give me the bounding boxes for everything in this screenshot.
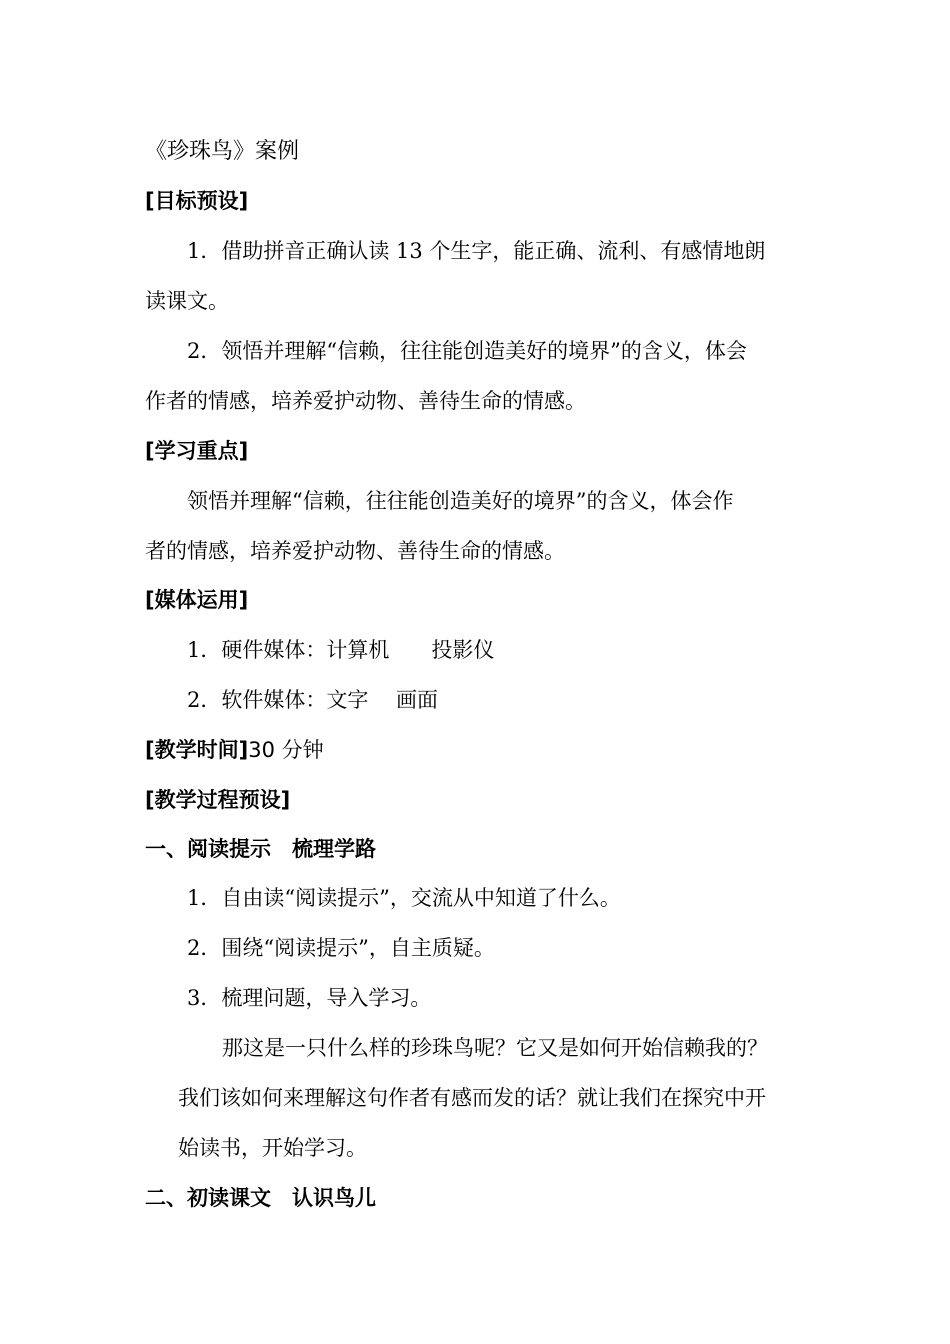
goals-item1-line1: 1．借助拼音正确认读 13 个生字，能正确、流利、有感情地朗 [187,239,766,263]
media-heading: [媒体运用] [145,588,249,612]
part1-heading: 一、阅读提示 梳理学路 [145,837,376,861]
media-item1: 1．硬件媒体：计算机 投影仪 [187,638,495,662]
document-title: 《珍珠鸟》案例 [145,139,300,164]
process-heading: [教学过程预设] [145,788,291,812]
part1-paragraph-line1: 那这是一只什么样的珍珠鸟呢？它又是如何开始信赖我的？ [222,1036,768,1060]
time-heading: [教学时间] [145,738,249,762]
time-line [145,736,324,764]
part1-paragraph-line3: 始读书，开始学习。 [178,1136,367,1160]
part2-heading: 二、初读课文 认识鸟儿 [145,1186,376,1210]
focus-heading: [学习重点] [145,439,249,463]
focus-line2: 者的情感，培养爱护动物、善待生命的情感。 [145,539,565,563]
part1-step1: 1．自由读“阅读提示”，交流从中知道了什么。 [187,886,621,910]
goals-item2-line1: 2．领悟并理解“信赖，往往能创造美好的境界”的含义，体会 [187,339,747,363]
goals-heading: [目标预设] [145,189,249,213]
time-value: 30 分钟 [248,738,324,762]
goals-item1-line2: 读课文。 [145,289,229,313]
part1-paragraph-line2: 我们该如何来理解这句作者有感而发的话？就让我们在探究中开 [178,1086,766,1110]
part1-step3: 3．梳理问题，导入学习。 [187,986,432,1010]
goals-item2-line2: 作者的情感，培养爱护动物、善待生命的情感。 [145,389,586,413]
focus-line1: 领悟并理解“信赖，往往能创造美好的境界”的含义，体会作 [187,489,734,513]
part1-step2: 2．围绕“阅读提示”，自主质疑。 [187,936,495,960]
media-item2: 2．软件媒体：文字 画面 [187,688,439,712]
